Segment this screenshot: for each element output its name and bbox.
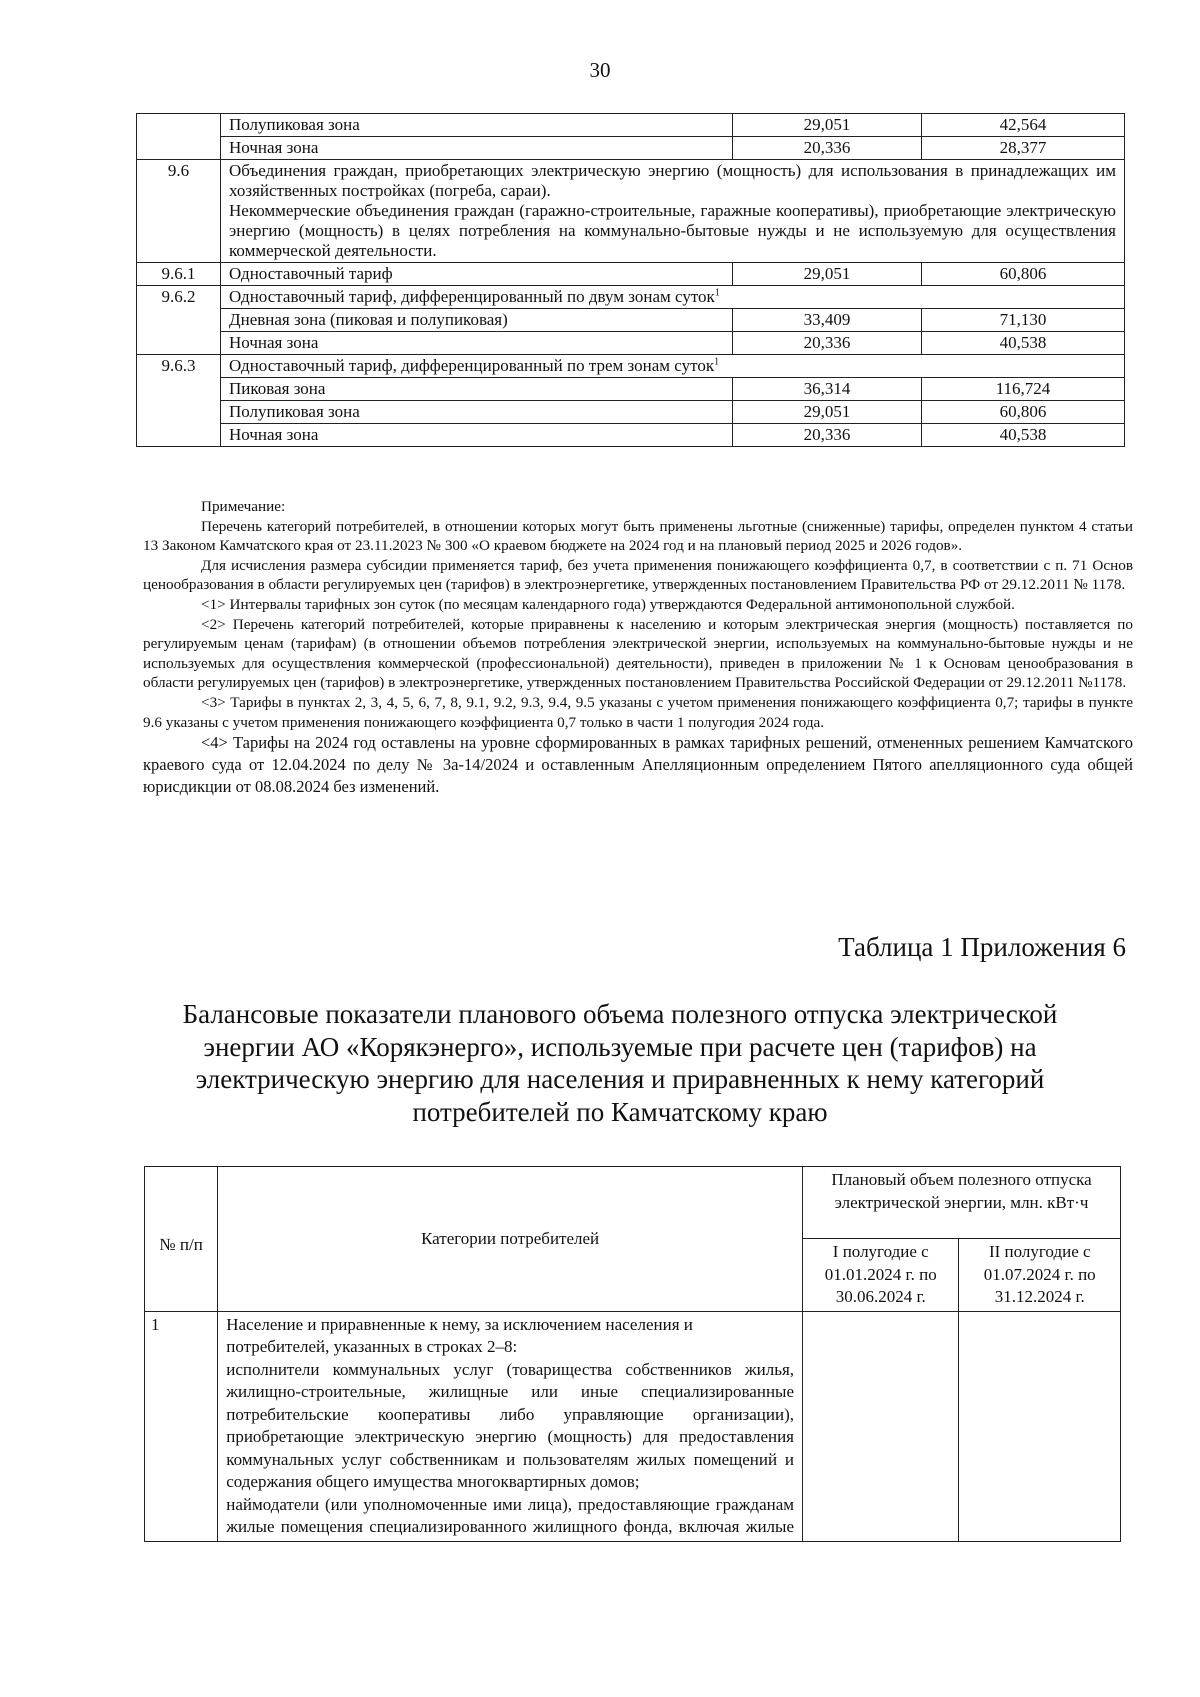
table-row [137,137,1125,160]
row-label: Пиковая зона [221,378,733,401]
category-line: исполнители коммунальных услуг (товарищества собственников жилья, жилищно-строительные, жилищные или иные специализированные потребительские кооперативы либо управляющие организации), приобретающие электрическую энергию (мощность) для предоставления коммунальных услуг собственникам и пользователям жилых помещений и содержания общего имущества многоквартирных домов; [226,1359,795,1491]
value-half2: 28,377 [922,137,1125,160]
footnote-ref: 1 [714,287,720,299]
row-label [221,160,1125,263]
header-half2: II полугодие с 01.07.2024 г. по 31.12.2024 г. [959,1239,1121,1312]
row-label: Полупиковая зона [221,114,733,137]
row-number [137,424,221,447]
table-row [137,114,1125,137]
value-half2: 71,130 [922,309,1125,332]
row-number: 9.6.3 [137,355,221,378]
header-half1: I полугодие с 01.01.2024 г. по 30.06.2024 г. [803,1239,959,1312]
category-line: Население и приравненные к нему, за исключением населения и потребителей, указанных в строках 2–8: [226,1314,693,1356]
row-number: 9.6.2 [137,286,221,309]
notes-heading: Примечание: [201,498,286,515]
value-half1: 36,314 [733,378,922,401]
table-row [137,263,1125,286]
table-row [137,286,1125,309]
footnote-4: <4> Тарифы на 2024 год оставлены на уровне сформированных в рамках тарифных решений, отмененных решением Камчатского краевого суда от 12.04.2024 по делу № 3а-14/2024 и оставленным Апелляционным определением Пятого апелляционного суда общей юрисдикции от 08.08.2024 без изменений. [143,733,1133,797]
row-label: Ночная зона [221,424,733,447]
value-half1: 20,336 [733,137,922,160]
row-label: Ночная зона [221,137,733,160]
notes-section [143,497,1133,798]
header-num: № п/п [145,1167,218,1312]
table-row [145,1311,1121,1541]
value-half1: 20,336 [733,332,922,355]
value-half2: 42,564 [922,114,1125,137]
value-half1 [803,1311,959,1541]
row-number [137,137,221,160]
tariff-table [136,113,1125,447]
value-half2: 60,806 [922,401,1125,424]
row-label: Ночная зона [221,332,733,355]
row-label: Дневная зона (пиковая и полупиковая) [221,309,733,332]
note-paragraph: Для исчисления размера субсидии применяется тариф, без учета применения понижающего коэффициента 0,7, в соответствии с п. 71 Основ ценообразования в области регулируемых цен (тарифов) в электроэнергетике, утвержденных постановлением Правительства РФ от 29.12.2011 № 1178. [143,556,1133,594]
row-label-text: Одноставочный тариф, дифференцированный по двум зонам суток [229,287,715,306]
value-half1: 20,336 [733,424,922,447]
header-volume-group: Плановый объем полезного отпуска электрической энергии, млн. кВт·ч [803,1167,1121,1239]
balance-table [144,1166,1121,1542]
row-label [221,355,1125,378]
row-category [218,1311,803,1541]
table-row [137,355,1125,378]
value-half1: 29,051 [733,263,922,286]
row-number [137,401,221,424]
header-category: Категории потребителей [218,1167,803,1312]
value-half2: 116,724 [922,378,1125,401]
row-label: Полупиковая зона [221,401,733,424]
value-half1: 33,409 [733,309,922,332]
table-row [137,160,1125,263]
value-half1: 29,051 [733,114,922,137]
row-number: 1 [145,1311,218,1541]
value-half1: 29,051 [733,401,922,424]
table-row [137,424,1125,447]
footnote-2: <2> Перечень категорий потребителей, которые приравнены к населению и которым электрическая энергия (мощность) поставляется по регулируемым ценам (тарифам) (в отношении объемов потребления электрической энергии, используемых на коммунально-бытовые нужды и не используемых для осуществления коммерческой (профессиональной) деятельности), приведен в приложении № 1 к Основам ценообразования в области регулируемых цен (тарифов) в электроэнергетике, утвержденных постановлением Правительства Российской Федерации от 29.12.2011 №1178. [143,615,1133,692]
row-number: 9.6 [137,160,221,263]
table-row [137,378,1125,401]
header-row [145,1167,1121,1239]
row-number [137,378,221,401]
footnote-ref: 1 [714,356,720,368]
row-number [137,309,221,332]
footnote-3: <3> Тарифы в пунктах 2, 3, 4, 5, 6, 7, 8, 9.1, 9.2, 9.3, 9.4, 9.5 указаны с учетом применения понижающего коэффициента 0,7; тарифы в пункте 9.6 указаны с учетом применения понижающего коэффициента 0,7 только в части 1 полугодия 2024 года. [143,693,1133,731]
table-row [137,332,1125,355]
footnote-1: <1> Интервалы тарифных зон суток (по месяцам календарного года) утверждаются Федеральной антимонопольной службой. [201,595,1015,613]
row-label [221,286,1125,309]
table-row [137,309,1125,332]
row-label-line: Некоммерческие объединения граждан (гаражно-строительные, гаражные кооперативы), приобретающие электрическую энергию (мощность) в целях потребления на коммунально-бытовые нужды и не используемую для осуществления коммерческой деятельности. [229,201,1116,260]
row-label: Одноставочный тариф [221,263,733,286]
page-number: 30 [589,58,611,82]
row-label-text: Одноставочный тариф, дифференцированный по трем зонам суток [229,356,715,375]
value-half2: 60,806 [922,263,1125,286]
row-number: 9.6.1 [137,263,221,286]
category-line: наймодатели (или уполномоченные ими лица), предоставляющие гражданам жилые помещения специализированного жилищного фонда, включая жилые [226,1494,795,1536]
row-number [137,332,221,355]
table-row [137,401,1125,424]
note-paragraph: Перечень категорий потребителей, в отношении которых могут быть применены льготные (сниженные) тарифы, определен пунктом 4 статьи 13 Законом Камчатского края от 23.11.2023 № 300 «О краевом бюджете на 2024 год и на плановый период 2025 и 2026 годов». [143,517,1133,555]
value-half2 [959,1311,1121,1541]
row-number [137,114,221,137]
table-caption: Таблица 1 Приложения 6 [838,932,1126,962]
table-title: Балансовые показатели планового объема полезного отпуска электрической энергии АО «Корякэнерго», используемые при расчете цен (тарифов) на электрическую энергию для населения и приравненных к нему категорий потребителей по Камчатскому краю [182,999,1058,1127]
value-half2: 40,538 [922,332,1125,355]
row-label-line: Объединения граждан, приобретающих электрическую энергию (мощность) для использования в принадлежащих им хозяйственных постройках (погреба, сараи). [229,161,1116,200]
value-half2: 40,538 [922,424,1125,447]
